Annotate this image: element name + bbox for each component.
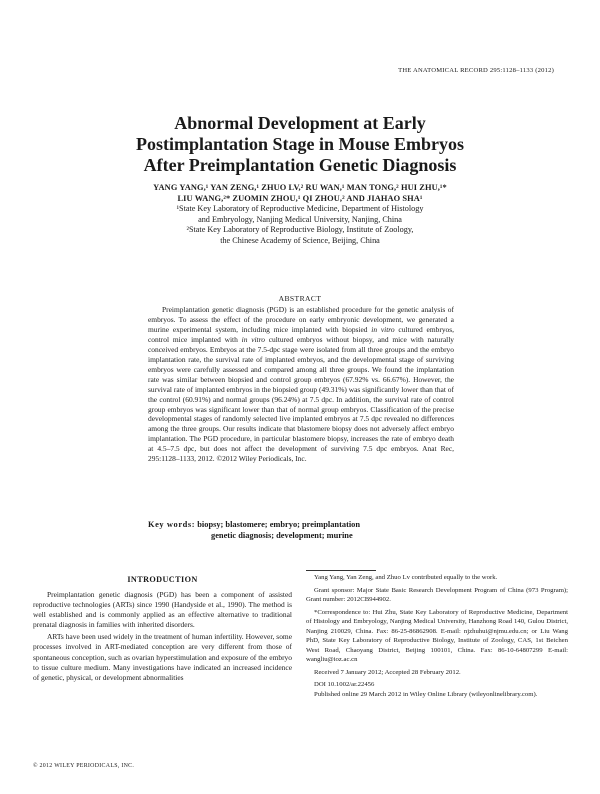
author-list (40, 182, 560, 204)
abstract-text (148, 305, 454, 464)
author-line: YANG YANG,¹ YAN ZENG,¹ ZHUO LV,² RU WAN,¹ MAN TONG,² HUI ZHU,¹* (153, 183, 447, 192)
abstract-part: cultured embryos without biopsy, and mice with naturally conceived embryos. Embryos at the 7.5-dpc stage were isolated from all three groups and the embryo implantation rate, the survival rate of implanted embryos, and the developmental stage of surviving embryos were carefully assessed and compared among all three groups. We found the implantation rate was similar between biopsied and control group embryos (67.92% vs. 66.67%). However, the survival rate of implanted embryos in the biopsied group (49.31%) was significantly lower than that of the control (60.91%) and normal groups (96.24%) at 7.5 dpc. In addition, the survival rate of control group embryos was significant lower than that of normal group embryos. Classification of the precise developmental stages of randomly selected live implanted embryos at 7.5 dpc revealed no differences among the three groups. Our results indicate that blastomere biopsy does not adversely affect embryo implantation. The PGD procedure, in particular blastomere biopsy, increases the rate of embryo death at 4.5–7.5 dpc, but does not affect the development of surviving 7.5 dpc embryos. Anat Rec, 295:1128–1133, 2012. ©2012 Wiley Periodicals, Inc. (148, 334, 454, 464)
affiliations (40, 204, 560, 246)
footnote: Published online 29 March 2012 in Wiley Online Library (wileyonlinelibrary.com). (314, 690, 538, 698)
journal-header: THE ANATOMICAL RECORD 295:1128–1133 (2012) (398, 67, 554, 74)
copyright: © 2012 WILEY PERIODICALS, INC. (33, 763, 135, 769)
abstract-part: Preimplantation genetic diagnosis (PGD) is an established procedure for the genetic analysis of embryos. To assess the effect of the procedure on early embryonic development, we generated a murine experimental system, including mice implanted with biopsied (148, 305, 454, 334)
footnotes (306, 573, 568, 699)
abstract-part: cultured embryos, control mice implanted with (148, 324, 455, 344)
affiliation-line: and Embryology, Nanjing Medical University, Nanjing, China (198, 214, 402, 224)
footnote: DOI 10.1002/ar.22456 (314, 681, 375, 688)
footnote: Grant sponsor: Major State Basic Research Development Program of China (973 Program); Grant number: 2012CB944902. (306, 586, 568, 603)
footnote: Received 7 January 2012; Accepted 28 February 2012. (314, 668, 461, 676)
author-line: LIU WANG,²* ZUOMIN ZHOU,¹ QI ZHOU,² AND JIAHAO SHA¹ (177, 194, 423, 203)
affiliation-line: ²State Key Laboratory of Reproductive Biology, Institute of Zoology, (186, 225, 414, 235)
article-title (40, 113, 560, 176)
keywords-label: Key words: (148, 520, 196, 529)
title-line: Abnormal Development at Early (174, 113, 426, 133)
abstract-heading: ABSTRACT (278, 294, 322, 303)
keywords-line: genetic diagnosis; development; murine (211, 531, 353, 540)
abstract-italic: in vitro (241, 334, 265, 344)
introduction-heading: INTRODUCTION (127, 575, 198, 584)
footnote-divider (306, 570, 376, 571)
paragraph: ARTs have been used widely in the treatment of human infertility. However, some processes involved in ART-mediated conception are very different from those of spontaneous conception, such as ovarian hyperstimulation and exposure of the embryo to tissue culture medium. Many investigations have indicated an increased incidence of genetic, physical, or development abnormalities (33, 632, 292, 682)
keywords-line: biopsy; blastomere; embryo; preimplantation (197, 520, 361, 529)
affiliation-line: the Chinese Academy of Science, Beijing, China (220, 235, 380, 245)
footnote: *Correspondence to: Hui Zhu, State Key Laboratory of Reproductive Medicine, Department of Histology and Embryology, Nanjing Medical University, Hanzhong Road 140, Gulou District, Nanjing 210029, China. Fax: 86-25-86862908. E-mail: njzhuhui@njmu.edu.cn; or Liu Wang PhD, State Key Laboratory of Reproductive Biology, Institute of Zoology, CAS, 1st Beichen West Road, Chaoyang District, Beijing 100101, China. Fax: 86-10-64807299 E-mail: wangliu@ioz.ac.cn (306, 608, 568, 663)
title-line: After Preimplantation Genetic Diagnosis (143, 155, 457, 175)
title-line: Postimplantation Stage in Mouse Embryos (135, 134, 465, 154)
paragraph: Preimplantation genetic diagnosis (PGD) has been a component of assisted reproductive technologies (ARTs) since 1990 (Handyside et al., 1990). The method is well established and is commonly applied as an effective alternative to traditional prenatal diagnosis in families with inherited disorders. (33, 590, 292, 630)
affiliation-line: ¹State Key Laboratory of Reproductive Medicine, Department of Histology (176, 204, 424, 213)
introduction-body (33, 590, 292, 683)
abstract-italic: in vitro (371, 324, 395, 334)
footnote: Yang Yang, Yan Zeng, and Zhuo Lv contributed equally to the work. (314, 574, 498, 581)
keywords (148, 519, 454, 541)
